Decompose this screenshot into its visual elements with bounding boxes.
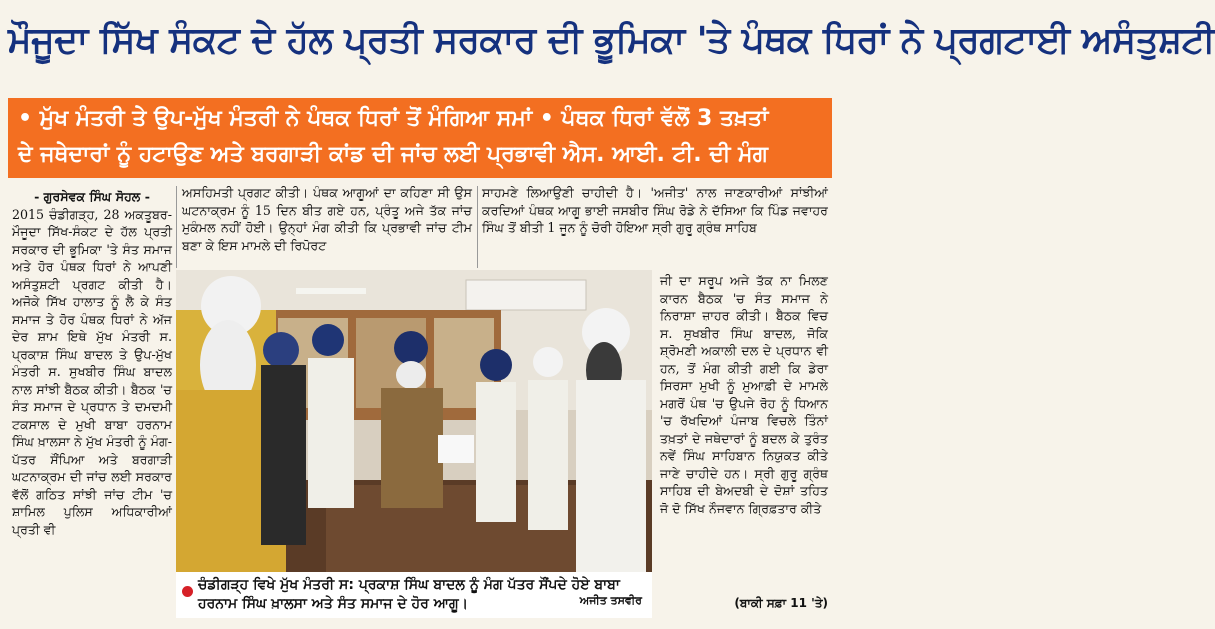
headline: ਮੌਜੂਦਾ ਸਿੱਖ ਸੰਕਟ ਦੇ ਹੱਲ ਪ੍ਰਤੀ ਸਰਕਾਰ ਦੀ ਭੂਮਿਕਾ 'ਤੇ ਪੰਥਕ ਧਿਰਾਂ ਨੇ ਪ੍ਰਗਟਾਈ ਅਸੰਤੁਸ਼ਟੀ: [8, 20, 1215, 61]
photo-caption: [176, 572, 652, 618]
article-column-2: [182, 184, 472, 268]
caption-bullet-icon: [182, 586, 193, 597]
photo-credit: ਅਜੀਤ ਤਸਵੀਰ: [579, 594, 642, 607]
article-column-3-top: [482, 184, 828, 268]
column-divider: [477, 186, 478, 268]
banner-line-1: • ਮੁੱਖ ਮੰਤਰੀ ਤੇ ਉਪ-ਮੁੱਖ ਮੰਤਰੀ ਨੇ ਪੰਥਕ ਧਿਰਾਂ ਤੋਂ ਮੰਗਿਆ ਸਮਾਂ • ਪੰਥਕ ਧਿਰਾਂ ਵੱਲੋਂ 3 ਤਖ਼ਤਾਂ: [18, 106, 769, 131]
continued-note: (ਬਾਕੀ ਸਫ਼ਾ 11 'ਤੇ): [734, 596, 828, 610]
column-3-top-text: ਸਾਹਮਣੇ ਲਿਆਉਣੀ ਚਾਹੀਦੀ ਹੈ। 'ਅਜੀਤ' ਨਾਲ ਜਾਣਕਾਰੀਆਂ ਸਾਂਝੀਆਂ ਕਰਦਿਆਂ ਪੰਥਕ ਆਗੂ ਭਾਈ ਜਸਬੀਰ ਸਿੰਘ ਰੋਡੇ ਨੇ ਦੱਸਿਆ ਕਿ ਪਿੰਡ ਜਵਾਹਰ ਸਿੰਘ ਤੋਂ ਬੀਤੀ 1 ਜੂਨ ਨੂੰ ਚੋਰੀ ਹੋਇਆ ਸ੍ਰੀ ਗੁਰੂ ਗ੍ਰੰਥ ਸਾਹਿਬ: [482, 185, 828, 235]
column-divider: [176, 186, 177, 268]
article-column-3: [660, 272, 828, 590]
news-photo: [176, 270, 652, 572]
article-column-1: [12, 188, 172, 608]
caption-text: ਚੰਡੀਗੜ੍ਹ ਵਿਖੇ ਮੁੱਖ ਮੰਤਰੀ ਸ: ਪ੍ਰਕਾਸ਼ ਸਿੰਘ ਬਾਦਲ ਨੂੰ ਮੰਗ ਪੱਤਰ ਸੌਂਪਦੇ ਹੋਏ ਬਾਬਾ ਹਰਨਾਮ ਸਿੰਘ ਖ਼ਾਲਸਾ ਅਤੇ ਸੰਤ ਸਮਾਜ ਦੇ ਹੋਰ ਆਗੂ।: [198, 577, 620, 612]
banner-line-2: ਦੇ ਜਥੇਦਾਰਾਂ ਨੂੰ ਹਟਾਉਣ ਅਤੇ ਬਰਗਾੜੀ ਕਾਂਡ ਦੀ ਜਾਂਚ ਲਈ ਪ੍ਰਭਾਵੀ ਐਸ. ਆਈ. ਟੀ. ਦੀ ਮੰਗ: [18, 142, 768, 167]
subheadline-banner: [8, 98, 832, 178]
column-1-text: 2015 ਚੰਡੀਗੜ੍ਹ, 28 ਅਕਤੂਬਰ-ਮੌਜੂਦਾ ਸਿੱਖ-ਸੰਕਟ ਦੇ ਹੱਲ ਪ੍ਰਤੀ ਸਰਕਾਰ ਦੀ ਭੂਮਿਕਾ 'ਤੇ ਸੰਤ ਸਮਾਜ ਅਤੇ ਹੋਰ ਪੰਥਕ ਧਿਰਾਂ ਨੇ ਆਪਣੀ ਅਸੰਤੁਸ਼ਟੀ ਪ੍ਰਗਟ ਕੀਤੀ ਹੈ। ਅਜੋਕੇ ਸਿੱਖ ਹਾਲਾਤ ਨੂੰ ਲੈ ਕੇ ਸੰਤ ਸਮਾਜ ਤੇ ਹੋਰ ਪੰਥਕ ਧਿਰਾਂ ਨੇ ਅੱਜ ਦੇਰ ਸ਼ਾਮ ਇਥੇ ਮੁੱਖ ਮੰਤਰੀ ਸ. ਪ੍ਰਕਾਸ਼ ਸਿੰਘ ਬਾਦਲ ਤੇ ਉਪ-ਮੁੱਖ ਮੰਤਰੀ ਸ. ਸੁਖਬੀਰ ਸਿੰਘ ਬਾਦਲ ਨਾਲ ਸਾਂਝੀ ਬੈਠਕ ਕੀਤੀ। ਬੈਠਕ 'ਚ ਸੰਤ ਸਮਾਜ ਦੇ ਪ੍ਰਧਾਨ ਤੇ ਦਮਦਮੀ ਟਕਸਾਲ ਦੇ ਮੁਖੀ ਬਾਬਾ ਹਰਨਾਮ ਸਿੰਘ ਖ਼ਾਲਸਾ ਨੇ ਮੁੱਖ ਮੰਤਰੀ ਨੂੰ ਮੰਗ-ਪੱਤਰ ਸੌਂਪਿਆ ਅਤੇ ਬਰਗਾੜੀ ਘਟਨਾਕ੍ਰਮ ਦੀ ਜਾਂਚ ਲਈ ਸਰਕਾਰ ਵੱਲੋਂ ਗਠਿਤ ਸਾਂਝੀ ਜਾਂਚ ਟੀਮ 'ਚ ਸ਼ਾਮਿਲ ਪੁਲਿਸ ਅਧਿਕਾਰੀਆਂ ਪ੍ਰਤੀ ਵੀ: [12, 206, 172, 537]
column-3-text: ਜੀ ਦਾ ਸਰੂਪ ਅਜੇ ਤੱਕ ਨਾ ਮਿਲਣ ਕਾਰਨ ਬੈਠਕ 'ਚ ਸੰਤ ਸਮਾਜ ਨੇ ਨਿਰਾਸ਼ਾ ਜ਼ਾਹਰ ਕੀਤੀ। ਬੈਠਕ ਵਿਚ ਸ. ਸੁਖਬੀਰ ਸਿੰਘ ਬਾਦਲ, ਜੋਕਿ ਸ਼੍ਰੋਮਣੀ ਅਕਾਲੀ ਦਲ ਦੇ ਪ੍ਰਧਾਨ ਵੀ ਹਨ, ਤੋਂ ਮੰਗ ਕੀਤੀ ਗਈ ਕਿ ਡੇਰਾ ਸਿਰਸਾ ਮੁਖੀ ਨੂੰ ਮੁਆਫ਼ੀ ਦੇ ਮਾਮਲੇ ਮਗਰੋਂ ਪੰਥ 'ਚ ਉਪਜੇ ਰੋਹ ਨੂੰ ਧਿਆਨ 'ਚ ਰੱਖਦਿਆਂ ਪੰਜਾਬ ਵਿਚਲੇ ਤਿੰਨਾਂ ਤਖ਼ਤਾਂ ਦੇ ਜਥੇਦਾਰਾਂ ਨੂੰ ਬਦਲ ਕੇ ਤੁਰੰਤ ਨਵੇਂ ਸਿੰਘ ਸਾਹਿਬਾਨ ਨਿਯੁਕਤ ਕੀਤੇ ਜਾਣੇ ਚਾਹੀਦੇ ਹਨ। ਸ੍ਰੀ ਗੁਰੂ ਗ੍ਰੰਥ ਸਾਹਿਬ ਦੀ ਬੇਅਦਬੀ ਦੇ ਦੋਸ਼ਾਂ ਤਹਿਤ ਜੋ ਦੋ ਸਿੱਖ ਨੌਜਵਾਨ ਗ੍ਰਿਫ਼ਤਾਰ ਕੀਤੇ: [660, 273, 828, 516]
column-2-text: ਅਸਹਿਮਤੀ ਪ੍ਰਗਟ ਕੀਤੀ। ਪੰਥਕ ਆਗੂਆਂ ਦਾ ਕਹਿਣਾ ਸੀ ਉਸ ਘਟਨਾਕ੍ਰਮ ਨੂੰ 15 ਦਿਨ ਬੀਤ ਗਏ ਹਨ, ਪ੍ਰੰਤੂ ਅਜੇ ਤੱਕ ਜਾਂਚ ਮੁਕੰਮਲ ਨਹੀਂ ਹੋਈ। ਉਨ੍ਹਾਂ ਮੰਗ ਕੀਤੀ ਕਿ ਪ੍ਰਭਾਵੀ ਜਾਂਚ ਟੀਮ ਬਣਾ ਕੇ ਇਸ ਮਾਮਲੇ ਦੀ ਰਿਪੋਰਟ: [182, 185, 472, 253]
byline: - ਗੁਰਸੇਵਕ ਸਿੰਘ ਸੋਹਲ -: [34, 189, 150, 204]
